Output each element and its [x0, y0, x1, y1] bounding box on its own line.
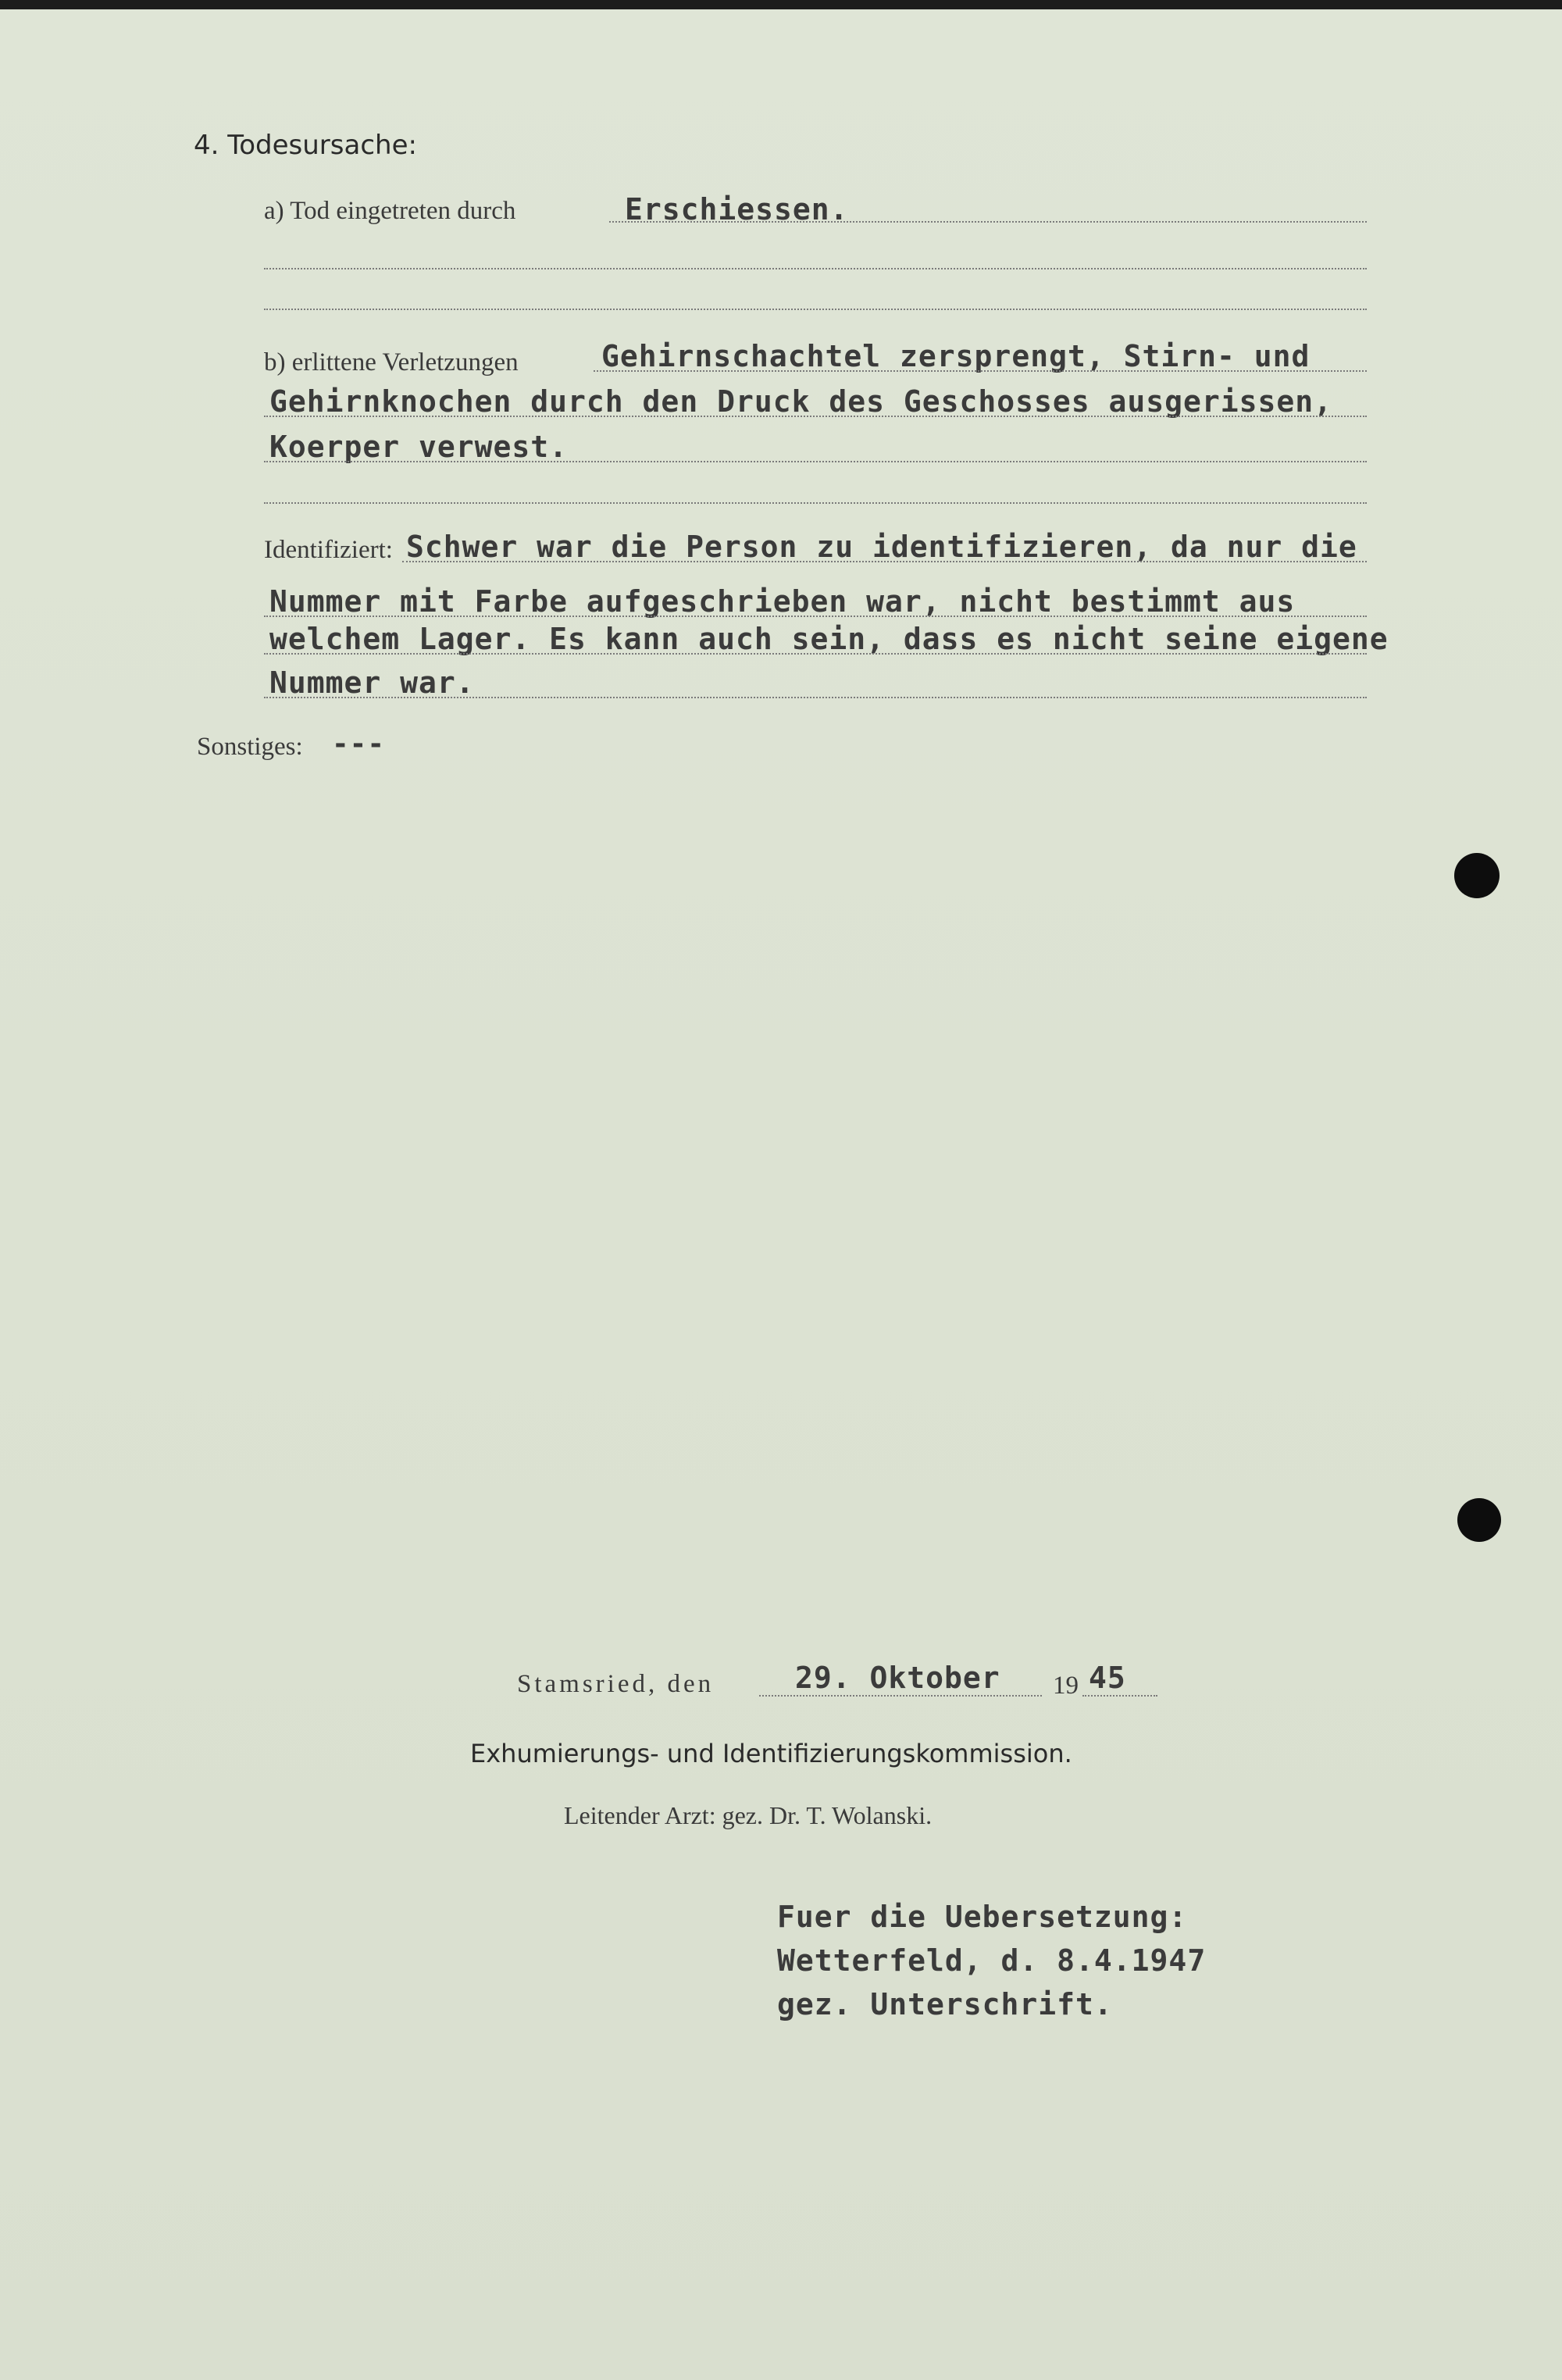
identified-label: Identifiziert:	[264, 536, 393, 564]
cause-of-death-label: a) Tod eingetreten durch	[264, 197, 516, 225]
punch-hole-top	[1454, 853, 1500, 898]
date-underline	[759, 1695, 1042, 1697]
identified-underline-4	[264, 697, 1367, 698]
identified-line-4: Nummer war.	[269, 665, 475, 700]
identified-line-3: welchem Lager. Es kann auch sein, dass es nicht seine eigene	[269, 622, 1389, 656]
blank-line-1	[264, 268, 1367, 269]
identified-line-2: Nummer mit Farbe aufgeschrieben war, nicht bestimmt aus	[269, 584, 1296, 619]
injuries-line-2: Gehirnknochen durch den Druck des Geschosses ausgerissen,	[269, 384, 1333, 419]
translation-line-1: Fuer die Uebersetzung:	[777, 1900, 1188, 1934]
place-label: Stamsried, den	[517, 1670, 715, 1698]
injuries-line-3: Koerper verwest.	[269, 430, 569, 464]
cause-of-death-line	[609, 221, 1367, 223]
section-heading: 4. Todesursache:	[194, 130, 417, 161]
blank-line-3	[264, 502, 1367, 504]
injuries-underline-3	[264, 461, 1367, 462]
injuries-underline-1	[594, 370, 1367, 372]
translation-line-2: Wetterfeld, d. 8.4.1947	[777, 1943, 1207, 1978]
year-value: 45	[1089, 1661, 1126, 1695]
injuries-line-1: Gehirnschachtel zersprengt, Stirn- und	[601, 339, 1311, 373]
year-underline	[1082, 1695, 1157, 1697]
doctor-line: Leitender Arzt: gez. Dr. T. Wolanski.	[564, 1801, 933, 1829]
other-label: Sonstiges:	[197, 733, 303, 761]
cause-of-death-value: Erschiessen.	[625, 192, 849, 227]
punch-hole-bottom	[1457, 1498, 1501, 1542]
identified-underline-1	[402, 561, 1367, 562]
blank-line-2	[264, 309, 1367, 310]
date-value: 29. Oktober	[795, 1661, 1000, 1695]
identified-line-1: Schwer war die Person zu identifizieren, da nur die	[406, 530, 1357, 564]
injuries-underline-2	[264, 416, 1367, 417]
identified-underline-2	[264, 616, 1367, 617]
injuries-label: b) erlittene Verletzungen	[264, 348, 519, 376]
translation-line-3: gez. Unterschrift.	[777, 1987, 1113, 2021]
scan-top-edge	[0, 0, 1562, 9]
year-prefix: 19	[1053, 1672, 1079, 1700]
other-value: ---	[332, 728, 386, 760]
identified-underline-3	[264, 653, 1367, 655]
commission-name: Exhumierungs- und Identifizierungskommission.	[470, 1739, 1072, 1768]
